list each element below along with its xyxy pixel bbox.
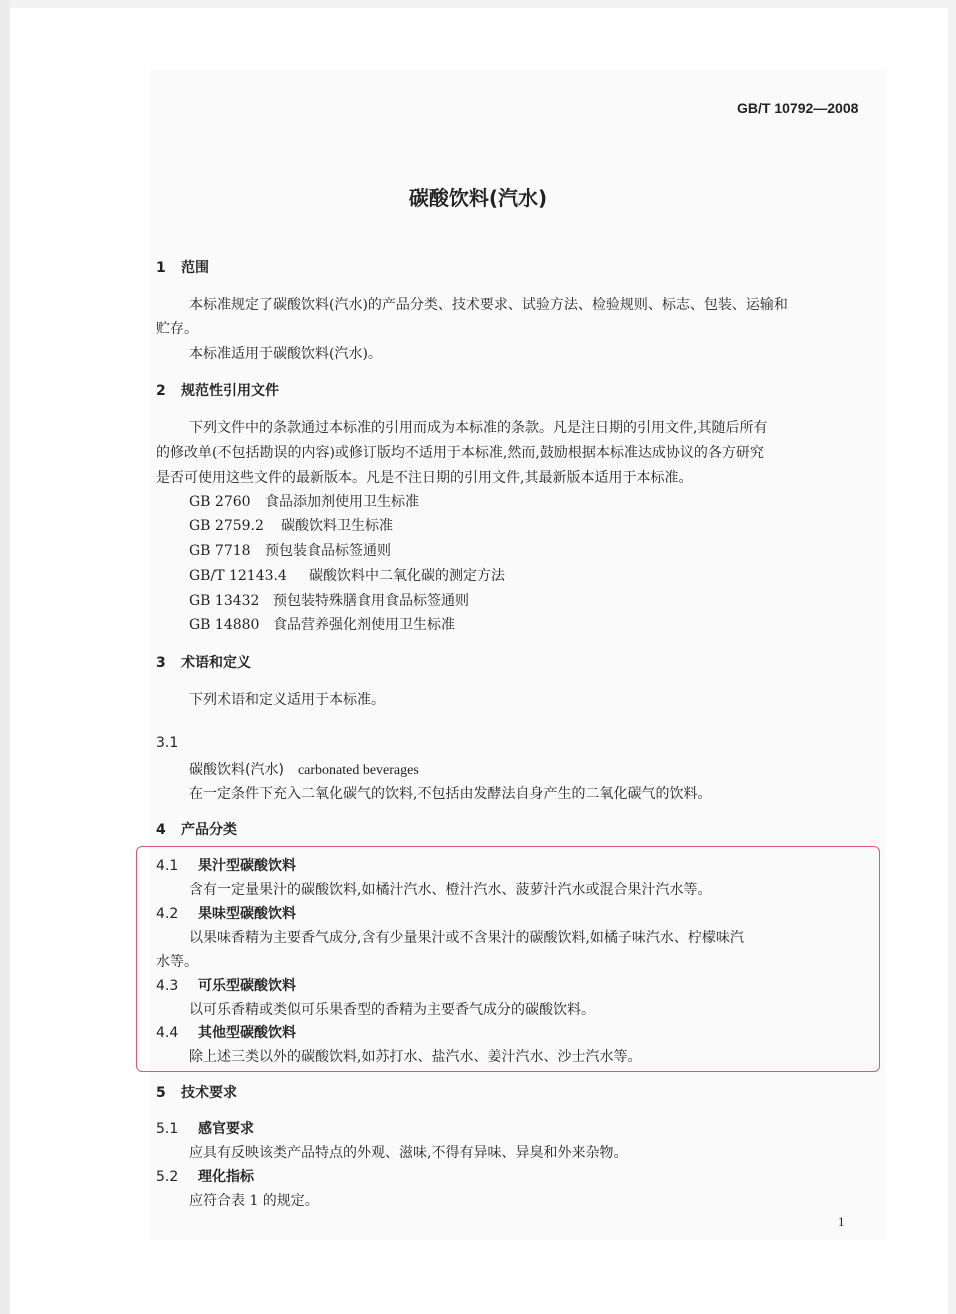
section-5-2-heading: 5.2 理化指标 bbox=[156, 1169, 254, 1185]
s2-paragraph-line-2: 的修改单(不包括勘误的内容)或修订版均不适用于本标准,然而,鼓励根据本标准达成协议的各方研究 bbox=[156, 445, 764, 461]
reference-item: GB 7718 预包装食品标签通则 bbox=[189, 543, 391, 559]
term-definition: 在一定条件下充入二氧化碳气的饮料,不包括由发酵法自身产生的二氧化碳气的饮料。 bbox=[189, 786, 712, 802]
document-title: 碳酸饮料(汽水) bbox=[408, 186, 548, 210]
section-4-2-text-line-2: 水等。 bbox=[156, 954, 198, 970]
s2-paragraph-line-3: 是否可使用这些文件的最新版本。凡是不注日期的引用文件,其最新版本适用于本标准。 bbox=[156, 470, 693, 486]
s1-paragraph-1-line-2: 贮存。 bbox=[156, 321, 198, 337]
section-2-heading: 2 规范性引用文件 bbox=[156, 383, 279, 399]
s1-paragraph-1-line-1: 本标准规定了碳酸饮料(汽水)的产品分类、技术要求、试验方法、检验规则、标志、包装、运输和 bbox=[189, 297, 788, 313]
reference-item: GB 13432 预包装特殊膳食用食品标签通则 bbox=[189, 593, 469, 609]
section-3-heading: 3 术语和定义 bbox=[156, 655, 251, 671]
section-4-4-text: 除上述三类以外的碳酸饮料,如苏打水、盐汽水、姜汁汽水、沙士汽水等。 bbox=[189, 1049, 642, 1065]
section-4-1-heading: 4.1 果汁型碳酸饮料 bbox=[156, 858, 296, 874]
section-5-1-heading: 5.1 感官要求 bbox=[156, 1121, 254, 1137]
section-4-3-heading: 4.3 可乐型碳酸饮料 bbox=[156, 978, 296, 994]
section-4-1-text: 含有一定量果汁的碳酸饮料,如橘汁汽水、橙汁汽水、菠萝汁汽水或混合果汁汽水等。 bbox=[189, 882, 712, 898]
section-4-heading: 4 产品分类 bbox=[156, 822, 237, 838]
page-number: 1 bbox=[838, 1214, 845, 1229]
section-5-heading: 5 技术要求 bbox=[156, 1085, 237, 1101]
viewer-top-edge bbox=[0, 0, 956, 8]
section-3-1-number: 3.1 bbox=[156, 735, 179, 751]
reference-item: GB/T 12143.4 碳酸饮料中二氧化碳的测定方法 bbox=[189, 568, 505, 584]
section-1-heading: 1 范围 bbox=[156, 260, 209, 276]
term-entry: 碳酸饮料(汽水) carbonated beverages bbox=[189, 762, 419, 778]
reference-item: GB 2760 食品添加剂使用卫生标准 bbox=[189, 494, 419, 510]
s3-paragraph: 下列术语和定义适用于本标准。 bbox=[189, 692, 385, 708]
standard-code: GB/T 10792—2008 bbox=[737, 100, 859, 116]
s1-paragraph-2: 本标准适用于碳酸饮料(汽水)。 bbox=[189, 346, 382, 362]
reference-item: GB 14880 食品营养强化剂使用卫生标准 bbox=[189, 617, 455, 633]
section-5-1-text: 应具有反映该类产品特点的外观、滋味,不得有异味、异臭和外来杂物。 bbox=[189, 1145, 628, 1161]
reference-item: GB 2759.2 碳酸饮料卫生标准 bbox=[189, 518, 393, 534]
section-4-2-heading: 4.2 果味型碳酸饮料 bbox=[156, 906, 296, 922]
section-4-3-text: 以可乐香精或类似可乐果香型的香精为主要香气成分的碳酸饮料。 bbox=[189, 1002, 595, 1018]
section-4-2-text-line-1: 以果味香精为主要香气成分,含有少量果汁或不含果汁的碳酸饮料,如橘子味汽水、柠檬味汽 bbox=[189, 930, 744, 946]
section-4-4-heading: 4.4 其他型碳酸饮料 bbox=[156, 1025, 296, 1041]
s2-paragraph-line-1: 下列文件中的条款通过本标准的引用而成为本标准的条款。凡是注日期的引用文件,其随后所有 bbox=[189, 420, 768, 436]
section-5-2-text: 应符合表 1 的规定。 bbox=[189, 1193, 319, 1209]
